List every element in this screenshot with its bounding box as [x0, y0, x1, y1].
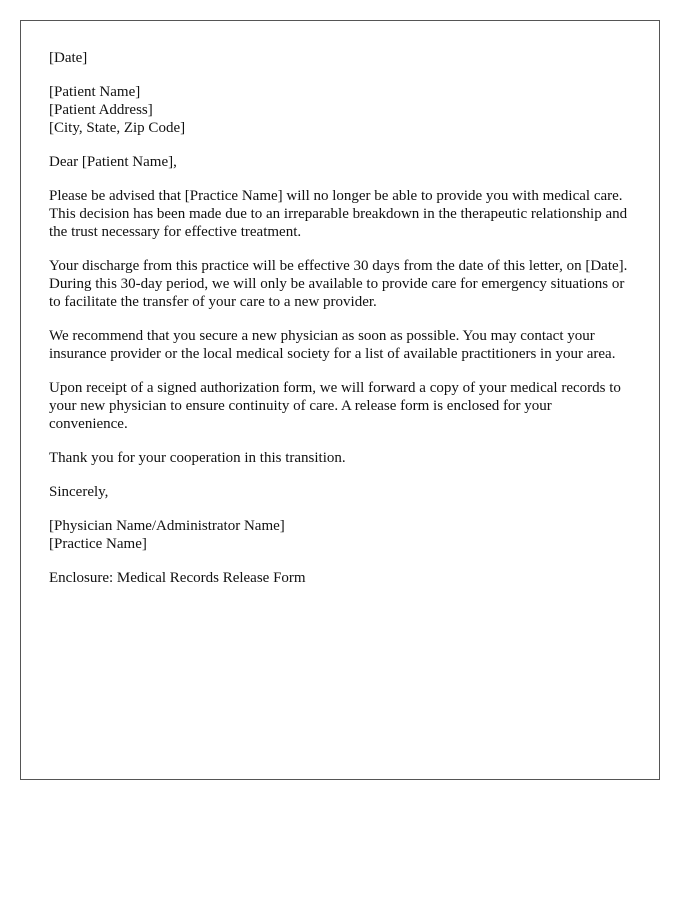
body-paragraph-records-transfer: Upon receipt of a signed authorization form, we will forward a copy of your medical records to your new physician to ensure continuity of care. A release form is enclosed for your convenience.	[49, 380, 621, 432]
recipient-city-state-zip: [City, State, Zip Code]	[49, 120, 186, 136]
body-paragraph-effective-date: Your discharge from this practice will be effective 30 days from the date of this letter, on [Date]. During this 30-day period, we will only be available to provide care for emergency situations or to facilitate the transfer of your care to a new provider.	[49, 258, 628, 310]
recipient-name: [Patient Name]	[49, 84, 141, 100]
signature-practice: [Practice Name]	[49, 536, 147, 552]
enclosure-note: Enclosure: Medical Records Release Form	[49, 570, 306, 586]
recipient-address: [Patient Address]	[49, 102, 153, 118]
body-paragraph-thanks: Thank you for your cooperation in this transition.	[49, 450, 346, 466]
letter-page	[20, 20, 660, 780]
body-paragraph-new-physician: We recommend that you secure a new physician as soon as possible. You may contact your insurance provider or the local medical society for a list of available practitioners in your area.	[49, 328, 616, 362]
closing: Sincerely,	[49, 484, 109, 500]
body-paragraph-discharge-notice: Please be advised that [Practice Name] will no longer be able to provide you with medical care. This decision has been made due to an irreparable breakdown in the therapeutic relationship and the trust necessary for effective treatment.	[49, 188, 628, 240]
signature-name: [Physician Name/Administrator Name]	[49, 518, 285, 534]
signature-block	[49, 517, 631, 553]
recipient-address-block	[49, 83, 631, 137]
salutation: Dear [Patient Name],	[49, 154, 177, 170]
letter-date: [Date]	[49, 50, 88, 66]
